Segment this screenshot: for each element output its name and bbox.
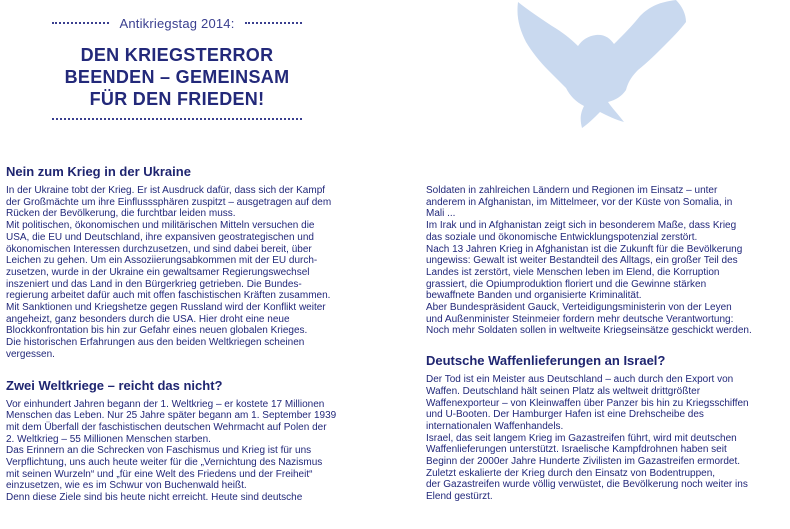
left-column (6, 164, 356, 504)
section-heading: Nein zum Krieg in der Ukraine (6, 164, 191, 179)
section-heading: Deutsche Waffenlieferungen an Israel? (426, 353, 666, 369)
headline-line: DEN KRIEGSTERROR (80, 45, 274, 65)
kicker-row (52, 14, 302, 32)
right-column (426, 185, 776, 503)
dotted-divider (245, 22, 302, 24)
headline (52, 44, 302, 110)
kicker: Antikriegstag 2014: (119, 15, 235, 31)
section-text: Der Tod ist ein Meister aus Deutschland – auch durch den Export von Waffen. Deutschland hält seinen Platz als weltweit drittgrößter Waffenexporteur – von Kleinwaffen über Panzer bis hin zu Kriegsschiffen und U-Booten. Der Hamburger Hafen ist eine Drehscheibe des internationalen Waffenhandels. Israel, das seit langem Krieg im Gazastreifen führt, wird mit deutschen Waffenlieferungen unterstützt. Israelische Kampfdrohnen haben seit Beginn der 2000er Jahre Hunderte Zivilisten im Gazastreifen ermordet. Zuletzt eskalierte der Krieg durch den Einsatz von Bodentruppen, der Gazastreifen wurde völlig verwüstet, die Bevölkerung noch weiter ins Elend gestürzt. (426, 374, 749, 503)
section-text: In der Ukraine tobt der Krieg. Er ist Ausdruck dafür, dass sich der Kampf der Großmächte um ihre Einflusssphären zuspitzt – ausgetragen auf dem Rücken der Bevölkerung, die furchtbar leiden muss. Mit politischen, ökonomischen und militärischen Mitteln versuchen die USA, die EU und Deutschland, ihre expansiven geostrategischen und ökonomischen Interessen durchzusetzen, und sind dabei bereit, über Leichen zu gehen. Um ein Assoziierungsabkommen mit der EU durch- zusetzen, wurde in der Ukraine ein gewaltsamer Regierungswechsel inszeniert und das Land in den Bürgerkrieg getrieben. Die Bundes- regierung arbeitet dafür auch mit offen faschistischen Kräften zusammen. Mit Sanktionen und Kriegshetze gegen Russland wird der Konflikt weiter angeheizt, ganz besonders durch die USA. Hier droht eine neue Blockkonfrontation bis hin zur Gefahr eines neuen globalen Krieges. Die historischen Erfahrungen aus den beiden Weltkriegen scheinen vergessen. (6, 185, 332, 360)
headline-line: BEENDEN – GEMEINSAM (64, 67, 290, 87)
headline-line: FÜR DEN FRIEDEN! (89, 89, 265, 109)
dotted-divider (52, 118, 302, 120)
dotted-divider (52, 22, 109, 24)
section-heading: Zwei Weltkriege – reicht das nicht? (6, 377, 223, 393)
section-text: Vor einhundert Jahren begann der 1. Weltkrieg – er kostete 17 Millionen Menschen das Leben. Nur 25 Jahre später begann am 1. September 1939 mit dem Überfall der faschistischen deutschen Wehrmacht auf Polen der 2. Weltkrieg – 55 Millionen Menschen starben. Das Erinnern an die Schrecken von Faschismus und Krieg ist für uns Verpflichtung, uns auch heute weiter für die „Vernichtung des Nazismus mit seinen Wurzeln“ und „für eine Welt des Friedens und der Freiheit“ einzusetzen, wie es im Schwur von Buchenwald heißt. Denn diese Ziele sind bis heute nicht erreicht. Heute sind deutsche (6, 398, 337, 504)
header (0, 0, 340, 140)
section-text: Soldaten in zahlreichen Ländern und Regionen im Einsatz – unter anderem in Afghanistan, im Mittelmeer, vor der Küste von Somalia, in Mali ... Im Irak und in Afghanistan zeigt sich in besonderem Maße, dass Krieg das soziale und ökonomische Entwicklungspotenzial zerstört. Nach 13 Jahren Krieg in Afghanistan ist die Zukunft für die Bevölkerung ungewiss: Gewalt ist weiter Bestandteil des Alltags, ein großer Teil des Landes ist zerstört, viele Menschen leben im Elend, die Korruption grassiert, die Opiumproduktion floriert und die Gewinne stärken bewaffnete Banden und organisierte Kriminalität. Aber Bundespräsident Gauck, Verteidigungsministerin von der Leyen und Außenminister Steinmeier fordern mehr deutsche Verantwortung: Noch mehr Soldaten sollen in weltweite Kriegseinsätze geschickt werden. (426, 185, 752, 337)
peace-dove-icon (500, 0, 700, 140)
